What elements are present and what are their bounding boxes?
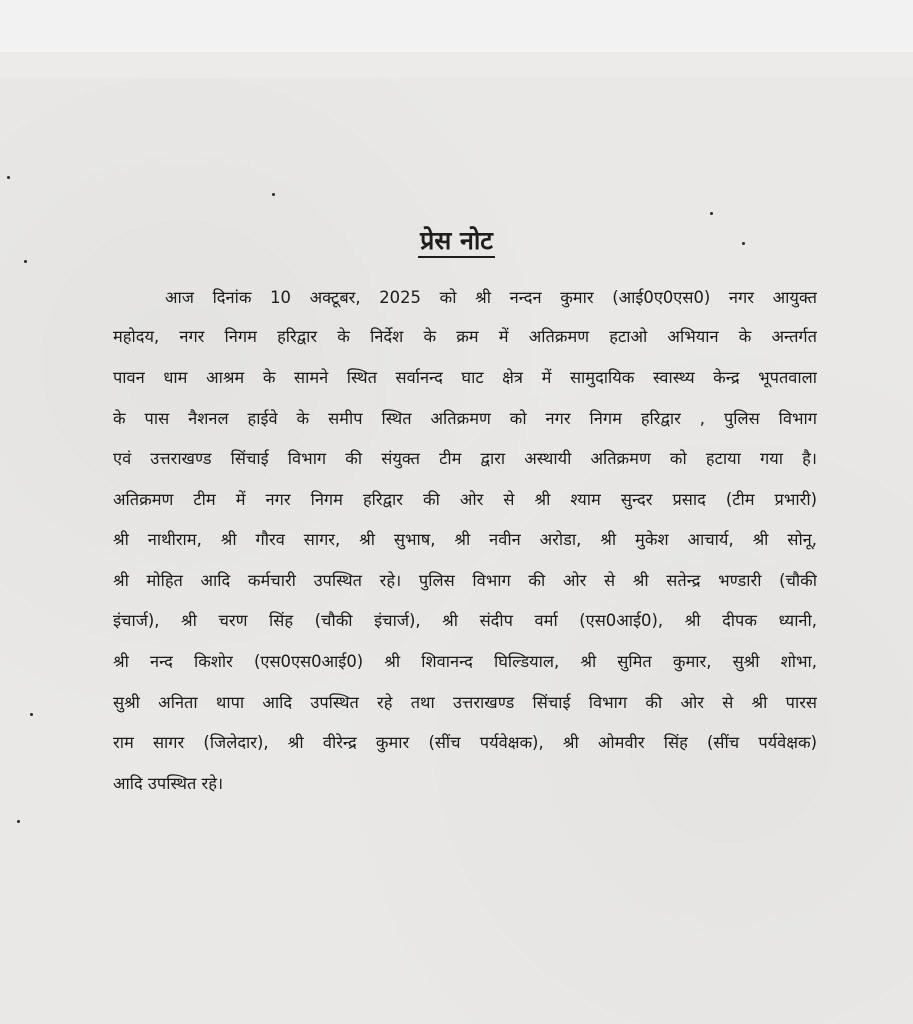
scan-speck bbox=[272, 193, 275, 196]
body-line-4: के पास नैशनल हाईवे के समीप स्थित अतिक्रमण को नगर निगम हरिद्वार , पुलिस विभाग bbox=[113, 409, 817, 428]
scan-speck bbox=[7, 176, 10, 179]
body-line-11: सुश्री अनिता थापा आदि उपस्थित रहे तथा उत्तराखण्ड सिंचाई विभाग की ओर से श्री पारस bbox=[113, 693, 817, 712]
body-line-6: अतिक्रमण टीम में नगर निगम हरिद्वार की ओर से श्री श्याम सुन्दर प्रसाद (टीम प्रभारी) bbox=[113, 490, 817, 509]
body-line-7: श्री नाथीराम, श्री गौरव सागर, श्री सुभाष, श्री नवीन अरोडा, श्री मुकेश आचार्य, श्री सोनू, bbox=[113, 530, 817, 549]
body-line-1: आज दिनांक 10 अक्टूबर, 2025 को श्री नन्दन कुमार (आई0ए0एस0) नगर आयुक्त bbox=[165, 288, 817, 307]
body-line-5: एवं उत्तराखण्ड सिंचाई विभाग की संयुक्त टीम द्वारा अस्थायी अतिक्रमण को हटाया गया है। bbox=[113, 449, 817, 468]
body-line-3: पावन धाम आश्रम के सामने स्थित सर्वानन्द घाट क्षेत्र में सामुदायिक स्वास्थ्य केन्द्र भूपतवाला bbox=[113, 368, 817, 387]
body-line-8: श्री मोहित आदि कर्मचारी उपस्थित रहे। पुलिस विभाग की ओर से श्री सतेन्द्र भण्डारी (चौकी bbox=[113, 571, 817, 590]
paper-sheet bbox=[0, 78, 913, 1024]
body-line-9: इंचार्ज), श्री चरण सिंह (चौकी इंचार्ज), श्री संदीप वर्मा (एस0आई0), श्री दीपक ध्यानी, bbox=[113, 611, 817, 630]
page-title bbox=[0, 223, 913, 257]
scan-speck bbox=[710, 212, 713, 215]
top-margin-band bbox=[0, 0, 913, 52]
scan-speck bbox=[17, 820, 20, 823]
body-line-13: आदि उपस्थित रहे। bbox=[113, 774, 224, 793]
body-line-12: राम सागर (जिलेदार), श्री वीरेन्द्र कुमार (सींच पर्यवेक्षक), श्री ओमवीर सिंह (सींच पर्यवेक्षक) bbox=[113, 733, 817, 752]
body-line-10: श्री नन्द किशोर (एस0एस0आई0) श्री शिवानन्द घिल्डियाल, श्री सुमित कुमार, सुश्री शोभा, bbox=[113, 652, 817, 671]
scan-speck bbox=[30, 713, 33, 716]
scan-speck bbox=[24, 260, 27, 263]
page-title-text: प्रेस नोट bbox=[418, 226, 495, 258]
body-line-2: महोदय, नगर निगम हरिद्वार के निर्देश के क्रम में अतिक्रमण हटाओ अभियान के अन्तर्गत bbox=[113, 327, 817, 346]
